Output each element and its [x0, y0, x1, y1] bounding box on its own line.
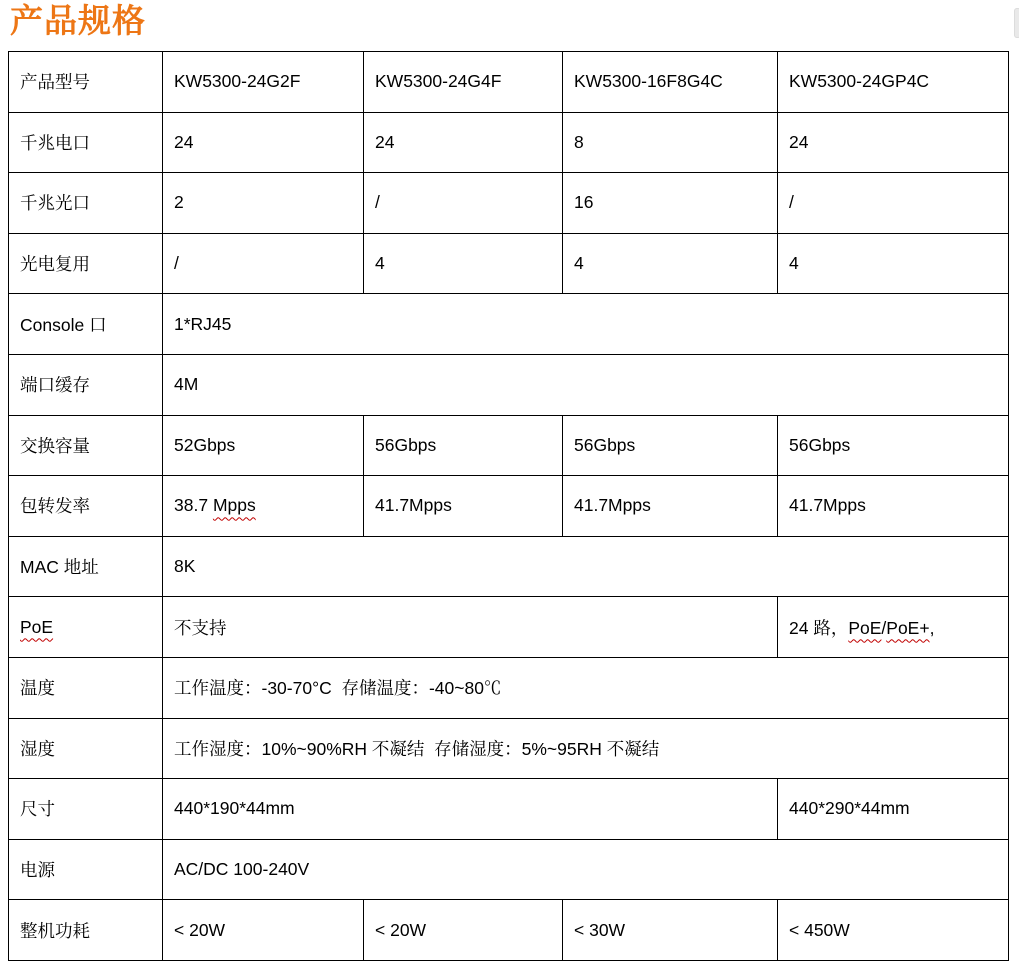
row-switching-capacity [9, 415, 1009, 476]
row-label: 温度 [9, 657, 163, 718]
misspelled-text: Mpps [212, 495, 256, 516]
cell-value-span: 工作温度：-30-70°C 存储温度：-40~80℃ [163, 657, 1009, 718]
row-label: 千兆光口 [9, 173, 163, 234]
cell-value: < 30W [563, 900, 778, 961]
row-gigabit-fiber-ports [9, 173, 1009, 234]
cell-value: 440*290*44mm [778, 779, 1009, 840]
row-temperature [9, 657, 1009, 718]
cell-model-2: KW5300-24G4F [364, 52, 563, 113]
spec-table [8, 51, 1009, 961]
cell-value: < 450W [778, 900, 1009, 961]
cell-model-4: KW5300-24GP4C [778, 52, 1009, 113]
cell-value: 24 [163, 112, 364, 173]
cell-value: 41.7Mpps [563, 476, 778, 537]
cell-value-span: 1*RJ45 [163, 294, 1009, 355]
cell-value-span: 4M [163, 354, 1009, 415]
page-title: 产品规格 [10, 2, 146, 39]
cell-value: 24 [364, 112, 563, 173]
row-label: 电源 [9, 839, 163, 900]
cell-value: 41.7Mpps [364, 476, 563, 537]
row-power-supply [9, 839, 1009, 900]
cell-value: / [163, 233, 364, 294]
cell-value-span: 440*190*44mm [163, 779, 778, 840]
row-power-consumption [9, 900, 1009, 961]
scrollbar-fragment[interactable] [1014, 8, 1019, 38]
row-product-model [9, 52, 1009, 113]
misspelled-text: PoE [848, 617, 882, 638]
row-packet-forwarding-rate [9, 476, 1009, 537]
cell-value-span: AC/DC 100-240V [163, 839, 1009, 900]
cell-model-3: KW5300-16F8G4C [563, 52, 778, 113]
misspelled-text: PoE [20, 616, 54, 637]
cell-value: 16 [563, 173, 778, 234]
cell-value: 8 [563, 112, 778, 173]
cell-value-span: 不支持 [163, 597, 778, 658]
row-dimensions [9, 779, 1009, 840]
cell-value: 52Gbps [163, 415, 364, 476]
cell-value: 24 [778, 112, 1009, 173]
cell-value: 4 [364, 233, 563, 294]
row-label [9, 597, 163, 658]
row-label: 千兆电口 [9, 112, 163, 173]
row-poe [9, 597, 1009, 658]
cell-value: 56Gbps [778, 415, 1009, 476]
row-label: 整机功耗 [9, 900, 163, 961]
row-label: 包转发率 [9, 476, 163, 537]
row-combo-ports [9, 233, 1009, 294]
cell-value: 56Gbps [364, 415, 563, 476]
cell-value: 4 [563, 233, 778, 294]
row-label: 湿度 [9, 718, 163, 779]
cell-value: < 20W [163, 900, 364, 961]
cell-value: 41.7Mpps [778, 476, 1009, 537]
row-label: 尺寸 [9, 779, 163, 840]
cell-value-span: 8K [163, 536, 1009, 597]
row-label: MAC 地址 [9, 536, 163, 597]
row-label: 光电复用 [9, 233, 163, 294]
value-text: 24 路， [789, 617, 849, 638]
row-console-port [9, 294, 1009, 355]
cell-value: 4 [778, 233, 1009, 294]
row-gigabit-copper-ports [9, 112, 1009, 173]
row-label: 交换容量 [9, 415, 163, 476]
value-text: 38.7 [174, 495, 213, 516]
row-label: Console 口 [9, 294, 163, 355]
cell-value-span: 工作湿度：10%~90%RH 不凝结 存储湿度：5%~95RH 不凝结 [163, 718, 1009, 779]
row-humidity [9, 718, 1009, 779]
cell-model-1: KW5300-24G2F [163, 52, 364, 113]
cell-value: 2 [163, 173, 364, 234]
cell-value [163, 476, 364, 537]
misspelled-text: PoE+ [886, 617, 930, 638]
cell-value: < 20W [364, 900, 563, 961]
value-text: , [929, 617, 935, 638]
cell-value: 56Gbps [563, 415, 778, 476]
value-text: / [881, 617, 887, 638]
row-label: 端口缓存 [9, 354, 163, 415]
cell-value [778, 597, 1009, 658]
row-label: 产品型号 [9, 52, 163, 113]
cell-value: / [364, 173, 563, 234]
row-port-buffer [9, 354, 1009, 415]
cell-value: / [778, 173, 1009, 234]
row-mac-address [9, 536, 1009, 597]
